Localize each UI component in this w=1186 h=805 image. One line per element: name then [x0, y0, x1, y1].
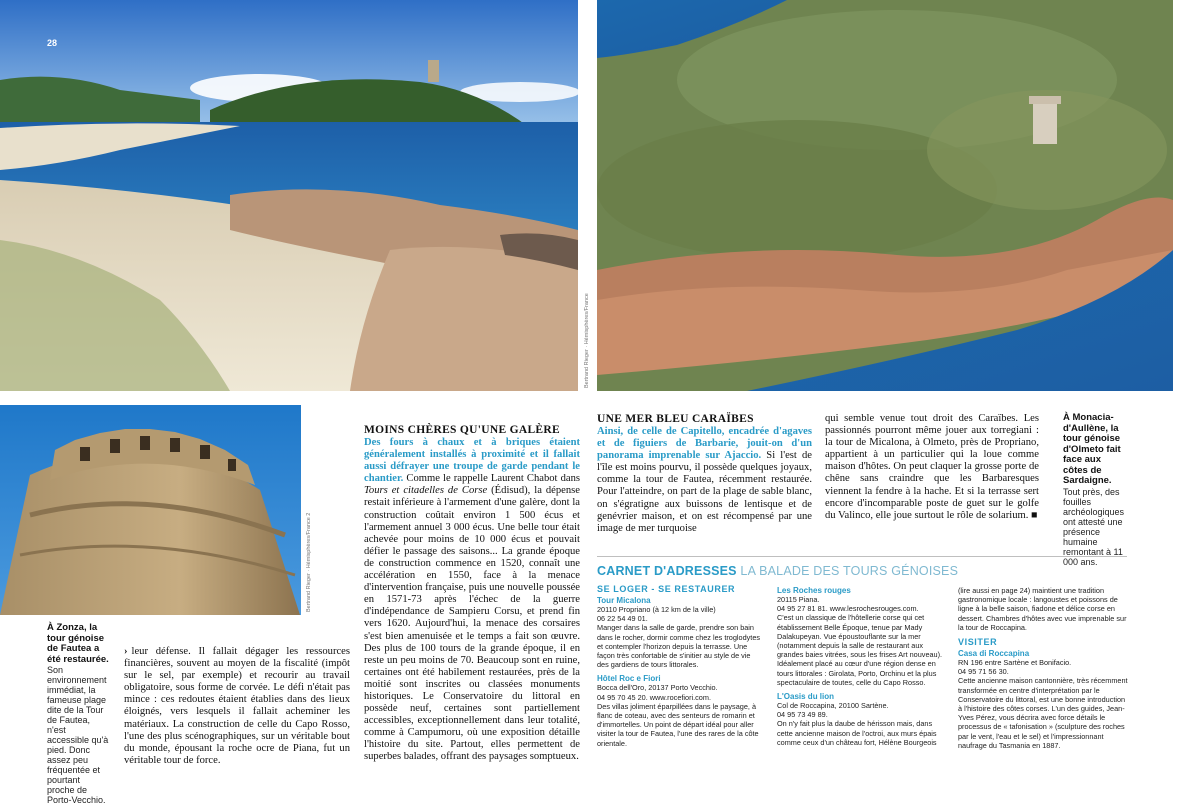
photo-fautea-beach [0, 0, 578, 391]
photo-credit-top: Bertrand Rieger · Hémisphères/France [584, 293, 590, 388]
carnet-entry-name: Les Roches rouges [777, 586, 851, 595]
caption-fautea [47, 623, 109, 805]
photo-tower-closeup [0, 405, 301, 615]
section-lead-caraibes: Ainsi, de celle de Capitello, encadrée d'agaves et de figuiers de Barbarie, jouit-on d'un panorama imprenable sur Ajaccio. [597, 426, 812, 462]
book-title: Tours et citadelles de Corse [364, 485, 488, 497]
column-4-text: qui semble venue tout droit des Caraïbes. Les passionnés pourront même jouer aux torregiani : la tour de Micalona, à Olmeto, près de Propriano, appartient à un particulier qui la loue comme maison d'hôtes. On peut claquer la grosse porte de chêne sans craindre que les Barbaresques viennent la fendre à la hache. Et si la terrasse sert encore d'incomparable poste de guet sur le golfe du Valinco, elle joue surtout le rôle de solarium. [825, 413, 1039, 521]
end-of-article-mark: ■ [1031, 509, 1038, 521]
carnet-entry-text: Manger dans la salle de garde, prendre son bain dans le rocher, dormir comme chez les troglodytes et contempler l'horizon depuis la terrasse. Une façon très confortable de s'initier au style de vie des gardiens de tours littorales. [597, 623, 761, 670]
article-column-2 [364, 424, 580, 764]
carnet-entry-address: Col de Roccapina, 20100 Sartène. [777, 701, 889, 711]
carnet-entry-name: Hôtel Roc e Fiori [597, 674, 661, 684]
caption-olmeto-text: Tout près, des fouilles archéologiques ont attesté une présence humaine remontant à 11 000 ans. [1063, 486, 1125, 567]
section-lead-galere: Des fours à chaux et à briques étaient généralement installés à proximité et il fallait aussi défrayer une troupe de garde pendant le chantier. [364, 437, 580, 485]
continuation-arrow: › [124, 646, 128, 657]
carnet-entry-phone: 04 95 70 45 20. www.rocefiori.com. [597, 692, 711, 702]
caption-olmeto-title: À Monacia-d'Aullène, la tour génoise d'Olmeto fait face aux côtes de Sardaigne. [1063, 412, 1121, 486]
carnet-entry-address: 20115 Piana. [777, 595, 820, 604]
photo-credit-bottom: Bertrand Rieger · Hémisphères/France 2 [306, 512, 312, 612]
carnet-column-c [958, 586, 1128, 750]
photo-olmeto-aerial [597, 0, 1173, 391]
caption-fautea-title: À Zonza, la tour génoise de Fautea a été restaurée. [47, 622, 109, 665]
carnet-entry-name: Casa di Roccapina [958, 649, 1030, 659]
carnet-entry-phone: 04 95 71 56 30. [958, 667, 1009, 677]
carnet-column-a [597, 584, 763, 748]
carnet-entry-name: Tour Micalona [597, 596, 651, 605]
page-number: 28 [47, 38, 58, 48]
carnet-title-sub: LA BALADE DES TOURS GÉNOISES [740, 564, 959, 578]
carnet-entry-text: On n'y fait plus la daube de hérisson mais, dans cette ancienne maison de l'octroi, aux murs épais comme ceux d'un château fort, Hélène Bourgeois [777, 719, 937, 747]
article-column-3 [597, 413, 812, 535]
carnet-entry-name: L'Oasis du lion [777, 692, 835, 702]
column-2-text-a: Comme le rappelle Laurent Chabot dans [406, 473, 580, 485]
carnet-divider [597, 556, 1127, 557]
carnet-entry-phone: 04 95 27 81 81. www.lesrochesrouges.com. [777, 604, 919, 614]
carnet-entry-text: C'est un classique de l'hôtellerie corse qui cet établissement Belle Époque, tenue par Mady Dalakupeyan. Vue époustouflante sur la mer (notamment depuis la salle de restaurant aux grandes baies vitrées, sous les frises Art nouveau). Idéalement placé au cœur d'une région dense en tours littorales : Girolata, Porto, Orchinu et la plus spectaculaire de toutes, celle du Capo Rosso. [777, 613, 943, 687]
carnet-entry-address: RN 196 entre Sartène et Bonifacio. [958, 658, 1072, 668]
carnet-entry-phone: 06 22 54 49 01. [597, 614, 648, 624]
section-title-galere: MOINS CHÈRES QU'UNE GALÈRE [364, 424, 560, 436]
carnet-entry-text: Des villas joliment éparpillées dans le paysage, à flanc de coteau, avec des senteurs de romarin et d'immortelles. Un point de départ idéal pour aller visiter la tour de Fautea, l'une des rares de la côte orientale. [597, 701, 759, 748]
carnet-title-main: CARNET D'ADRESSES [597, 564, 737, 578]
column-2-text-b: (Édisud), la dépense restait inférieure à l'armement d'une galère, dont la construction coûtait environ 1 500 écus et l'armement annuel 3 000 écus. Une belle tour était achevée pour moins de 10 000 écus et pouvait défier le passage des saisons... La grande époque de construction commence en 1520, connaît une accélération en 1550, face à la menace d'intervention française, puis une nouvelle poussée en 1571-73 après l'échec de la guerre d'indépendance de Sampieru Corsu, et prend fin vers 1620. Aujourd'hui, la menace des corsaires s'est bien amenuisée et le temps a fait son œuvre. Des plus de 100 tours de la grande époque, il en reste un peu moins de 70. Beaucoup sont en ruine, certaines ont été habilement restaurées, près de la moitié sont inscrites ou classées monuments historiques. Le Conservatoire du littoral en possède neuf, certaines sont partiellement accessibles, exceptionnellement dans leur totalité, comme à Campumoru, où une exposition détaille l'histoire du site. Partout, elles permettent de superbes balades, offrant des paysages somptueux. [364, 485, 580, 763]
column-1-text: leur défense. Il fallait dégager les ressources financières, souvent au moyen de la fiscalité (impôt sur le sel, par exemple) et recourir au travail obligatoire, sous forme de corvée. Le défi n'était pas mince : ces redoutes étaient établies dans des lieux éloignés, vers lesquels il fallait acheminer les matériaux. La construction de celle du Capo Rosso, l'une des plus scénographiques, sur un véritable bout du monde, épousant la roche ocre de Piana, fut un véritable tour de force. [124, 646, 350, 766]
carnet-entry-address: 20110 Propriano (à 12 km de la ville) [597, 605, 716, 614]
carnet-category-lodging: SE LOGER - SE RESTAURER [597, 584, 736, 594]
carnet-entry-text: (lire aussi en page 24) maintient une tradition gastronomique locale : langoustes et poissons de ligne à la belle saison, fiadone et délice corse en dessert. Chambres d'hôtes avec vue imprenable sur la tour de Roccapina. [958, 586, 1127, 632]
article-column-4 [825, 413, 1039, 522]
carnet-title [597, 564, 958, 578]
carnet-entry-phone: 04 95 73 49 89. [777, 710, 828, 720]
carnet-column-b [777, 586, 945, 747]
column-3-text: Si l'est de l'île est moins pourvu, il possède quelques joyaux, comme la tour de Fautea, récemment restaurée. Pour l'atteindre, on part de la plage de sable blanc, on s'égratigne aux buissons de lentisque et de genévrier maison, et on est récompensé par une image de mer turquoise [597, 450, 812, 534]
carnet-entry-address: Bocca dell'Oro, 20137 Porto Vecchio. [597, 683, 718, 693]
carnet-entry-text: Cette ancienne maison cantonnière, très récemment transformée en centre d'interprétation par le Conservatoire du littoral, est une bonne introduction à l'histoire des côtes corses. L'un des guides, Jean-Yves Pérez, vous décrira avec force détails le processus de « tafonisation » (sculpture des roches par le vent, l'eau et le sel) et l'impressionnant naufrage du Tasmania en 1887. [958, 676, 1128, 750]
section-title-caraibes: UNE MER BLEU CARAÏBES [597, 413, 754, 425]
caption-fautea-text: Son environnement immédiat, la fameuse plage dite de la Tour de Fautea, n'est accessible qu'à pied. Donc assez peu fréquentée et pourtant proche de Porto-Vecchio. [47, 665, 109, 805]
carnet-category-visit: VISITER [958, 637, 998, 648]
article-column-1 [124, 646, 350, 767]
caption-olmeto [1063, 413, 1127, 567]
